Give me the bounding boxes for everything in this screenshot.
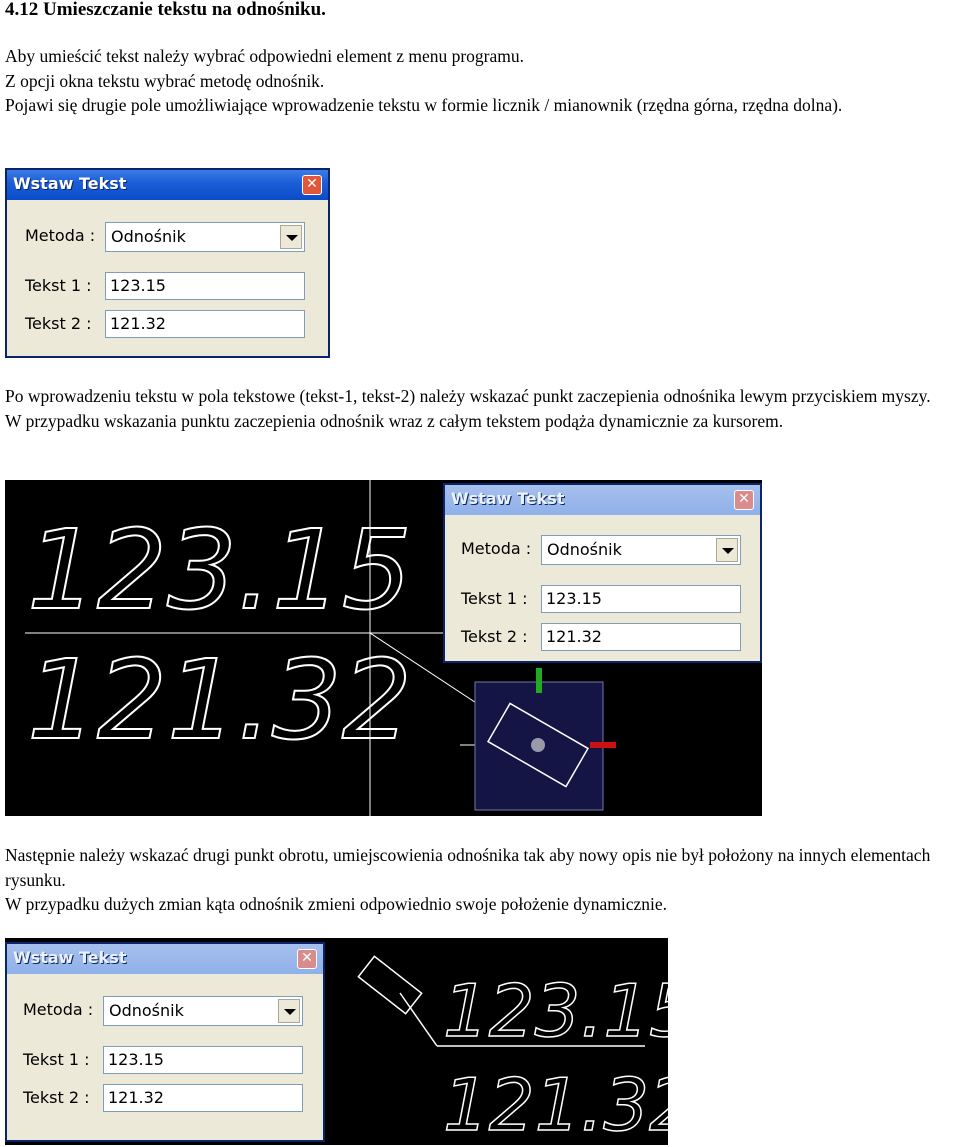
tekst2-input[interactable]: [105, 310, 305, 338]
metoda-select-value: Odnośnik: [109, 1001, 184, 1020]
cad-upper-text: 123.15: [27, 506, 412, 634]
close-icon[interactable]: ✕: [734, 490, 754, 510]
tekst2-value: 121.32: [110, 314, 166, 333]
tekst2-label: Tekst 2 :: [461, 627, 528, 646]
metoda-select-value: Odnośnik: [111, 227, 186, 246]
tekst2-label: Tekst 2 :: [25, 314, 92, 333]
tekst1-label: Tekst 1 :: [25, 276, 92, 295]
intro-paragraph: Aby umieścić tekst należy wybrać odpowiedni element z menu programu. Z opcji okna tekstu wybrać metodę odnośnik. Pojawi się drugie pole umożliwiające wprowadzenie tekstu w formie licznik / mianownik (rzędna górna, rzędna dolna).: [5, 46, 843, 115]
metoda-select[interactable]: [541, 535, 741, 565]
tekst1-value: 123.15: [546, 589, 602, 608]
close-icon[interactable]: ✕: [297, 949, 317, 969]
chevron-down-icon[interactable]: [716, 538, 738, 562]
cad-view-rotated[interactable]: [5, 938, 695, 1147]
cad-lower-text-rotated: 121.32: [443, 1063, 695, 1147]
wstaw-tekst-dialog: [5, 168, 330, 358]
close-icon[interactable]: ✕: [302, 175, 322, 195]
tekst2-input[interactable]: [541, 623, 741, 651]
cad-lower-text: 121.32: [27, 636, 412, 764]
tekst2-value: 121.32: [546, 627, 602, 646]
second-paragraph: Po wprowadzeniu tekstu w pola tekstowe (tekst-1, tekst-2) należy wskazać punkt zaczepienia odnośnika lewym przyciskiem myszy. W przypadku wskazania punktu zaczepienia odnośnik wraz z całym tekstem podąża dynamicznie za kursorem.: [5, 386, 931, 431]
wstaw-tekst-dialog-overlay: [443, 483, 762, 663]
cad-grip-point: [531, 738, 545, 752]
cad-drawing-rotated: [5, 938, 695, 1147]
cad-view-dynamic[interactable]: [5, 480, 762, 816]
section-heading: 4.12 Umieszczanie tekstu na odnośniku.: [5, 0, 326, 20]
metoda-select-value: Odnośnik: [547, 540, 622, 559]
tekst2-value: 121.32: [108, 1088, 164, 1107]
cad-rotated-frame-small: [358, 956, 421, 1013]
tekst1-input[interactable]: [105, 272, 305, 300]
metoda-label: Metoda :: [25, 226, 96, 245]
dialog-title-bar[interactable]: [7, 170, 328, 200]
tekst1-input[interactable]: [541, 585, 741, 613]
dialog-title-bar-inactive[interactable]: [445, 485, 760, 515]
cad-leader-line-rotated: [400, 993, 437, 1046]
chevron-down-icon[interactable]: [280, 225, 302, 249]
tekst1-label: Tekst 1 :: [23, 1050, 90, 1069]
tekst2-label: Tekst 2 :: [23, 1088, 90, 1107]
tekst1-label: Tekst 1 :: [461, 589, 528, 608]
dialog-title-inactive: Wstaw Tekst: [451, 489, 565, 508]
tekst1-value: 123.15: [110, 276, 166, 295]
metoda-label: Metoda :: [461, 539, 532, 558]
metoda-select[interactable]: [105, 222, 305, 252]
third-paragraph: Następnie należy wskazać drugi punkt obrotu, umiejscowienia odnośnika tak aby nowy opis nie był położony na innych elementach rysunku. W przypadku dużych zmian kąta odnośnik zmieni odpowiednio swoje położenie dynamicznie.: [5, 845, 931, 914]
dialog-title: Wstaw Tekst: [13, 174, 127, 193]
tekst1-value: 123.15: [108, 1050, 164, 1069]
dialog-title-inactive: Wstaw Tekst: [13, 948, 127, 967]
cad-upper-text-rotated: 123.15: [443, 969, 695, 1053]
metoda-label: Metoda :: [23, 1000, 94, 1019]
cad-axis-x: [590, 742, 616, 748]
cad-axis-y: [536, 668, 542, 693]
